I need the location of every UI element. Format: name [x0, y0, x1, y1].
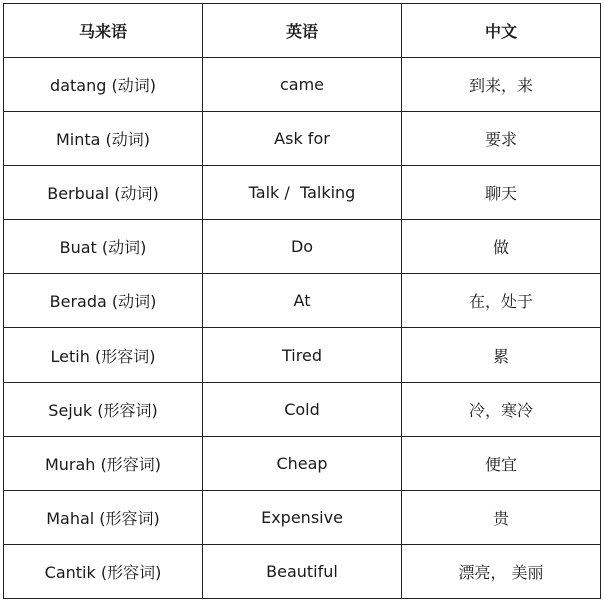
cell-chinese: 冷，寒冷 — [402, 382, 601, 436]
cell-malay: datang (动词) — [4, 58, 203, 112]
table-row — [4, 490, 601, 544]
cell-malay: Cantik (形容词) — [4, 544, 203, 598]
cell-english: Talk / Talking — [203, 166, 402, 220]
table-row — [4, 328, 601, 382]
cell-malay: Murah (形容词) — [4, 436, 203, 490]
cell-chinese: 累 — [402, 328, 601, 382]
cell-english: At — [203, 274, 402, 328]
cell-malay: Berada (动词) — [4, 274, 203, 328]
cell-english: Cheap — [203, 436, 402, 490]
table-row — [4, 166, 601, 220]
cell-chinese: 贵 — [402, 490, 601, 544]
cell-chinese: 在，处于 — [402, 274, 601, 328]
header-english: 英语 — [203, 4, 402, 58]
table-row — [4, 382, 601, 436]
cell-english: Tired — [203, 328, 402, 382]
cell-malay: Buat (动词) — [4, 220, 203, 274]
table-row — [4, 274, 601, 328]
cell-chinese: 要求 — [402, 112, 601, 166]
table-row — [4, 58, 601, 112]
cell-english: Beautiful — [203, 544, 402, 598]
cell-chinese: 便宜 — [402, 436, 601, 490]
cell-english: came — [203, 58, 402, 112]
header-chinese: 中文 — [402, 4, 601, 58]
cell-malay: Sejuk (形容词) — [4, 382, 203, 436]
cell-malay: Minta (动词) — [4, 112, 203, 166]
cell-chinese: 聊天 — [402, 166, 601, 220]
cell-malay: Letih (形容词) — [4, 328, 203, 382]
cell-english: Expensive — [203, 490, 402, 544]
header-malay: 马来语 — [4, 4, 203, 58]
cell-english: Ask for — [203, 112, 402, 166]
table-body — [4, 58, 601, 599]
cell-english: Do — [203, 220, 402, 274]
header-row — [4, 4, 601, 58]
cell-chinese: 到来，来 — [402, 58, 601, 112]
table-row — [4, 112, 601, 166]
table-header — [4, 4, 601, 58]
table-row — [4, 220, 601, 274]
cell-malay: Mahal (形容词) — [4, 490, 203, 544]
table-row — [4, 436, 601, 490]
vocabulary-table — [3, 3, 601, 599]
cell-chinese: 做 — [402, 220, 601, 274]
cell-chinese: 漂亮， 美丽 — [402, 544, 601, 598]
cell-english: Cold — [203, 382, 402, 436]
table-row — [4, 544, 601, 598]
cell-malay: Berbual (动词) — [4, 166, 203, 220]
